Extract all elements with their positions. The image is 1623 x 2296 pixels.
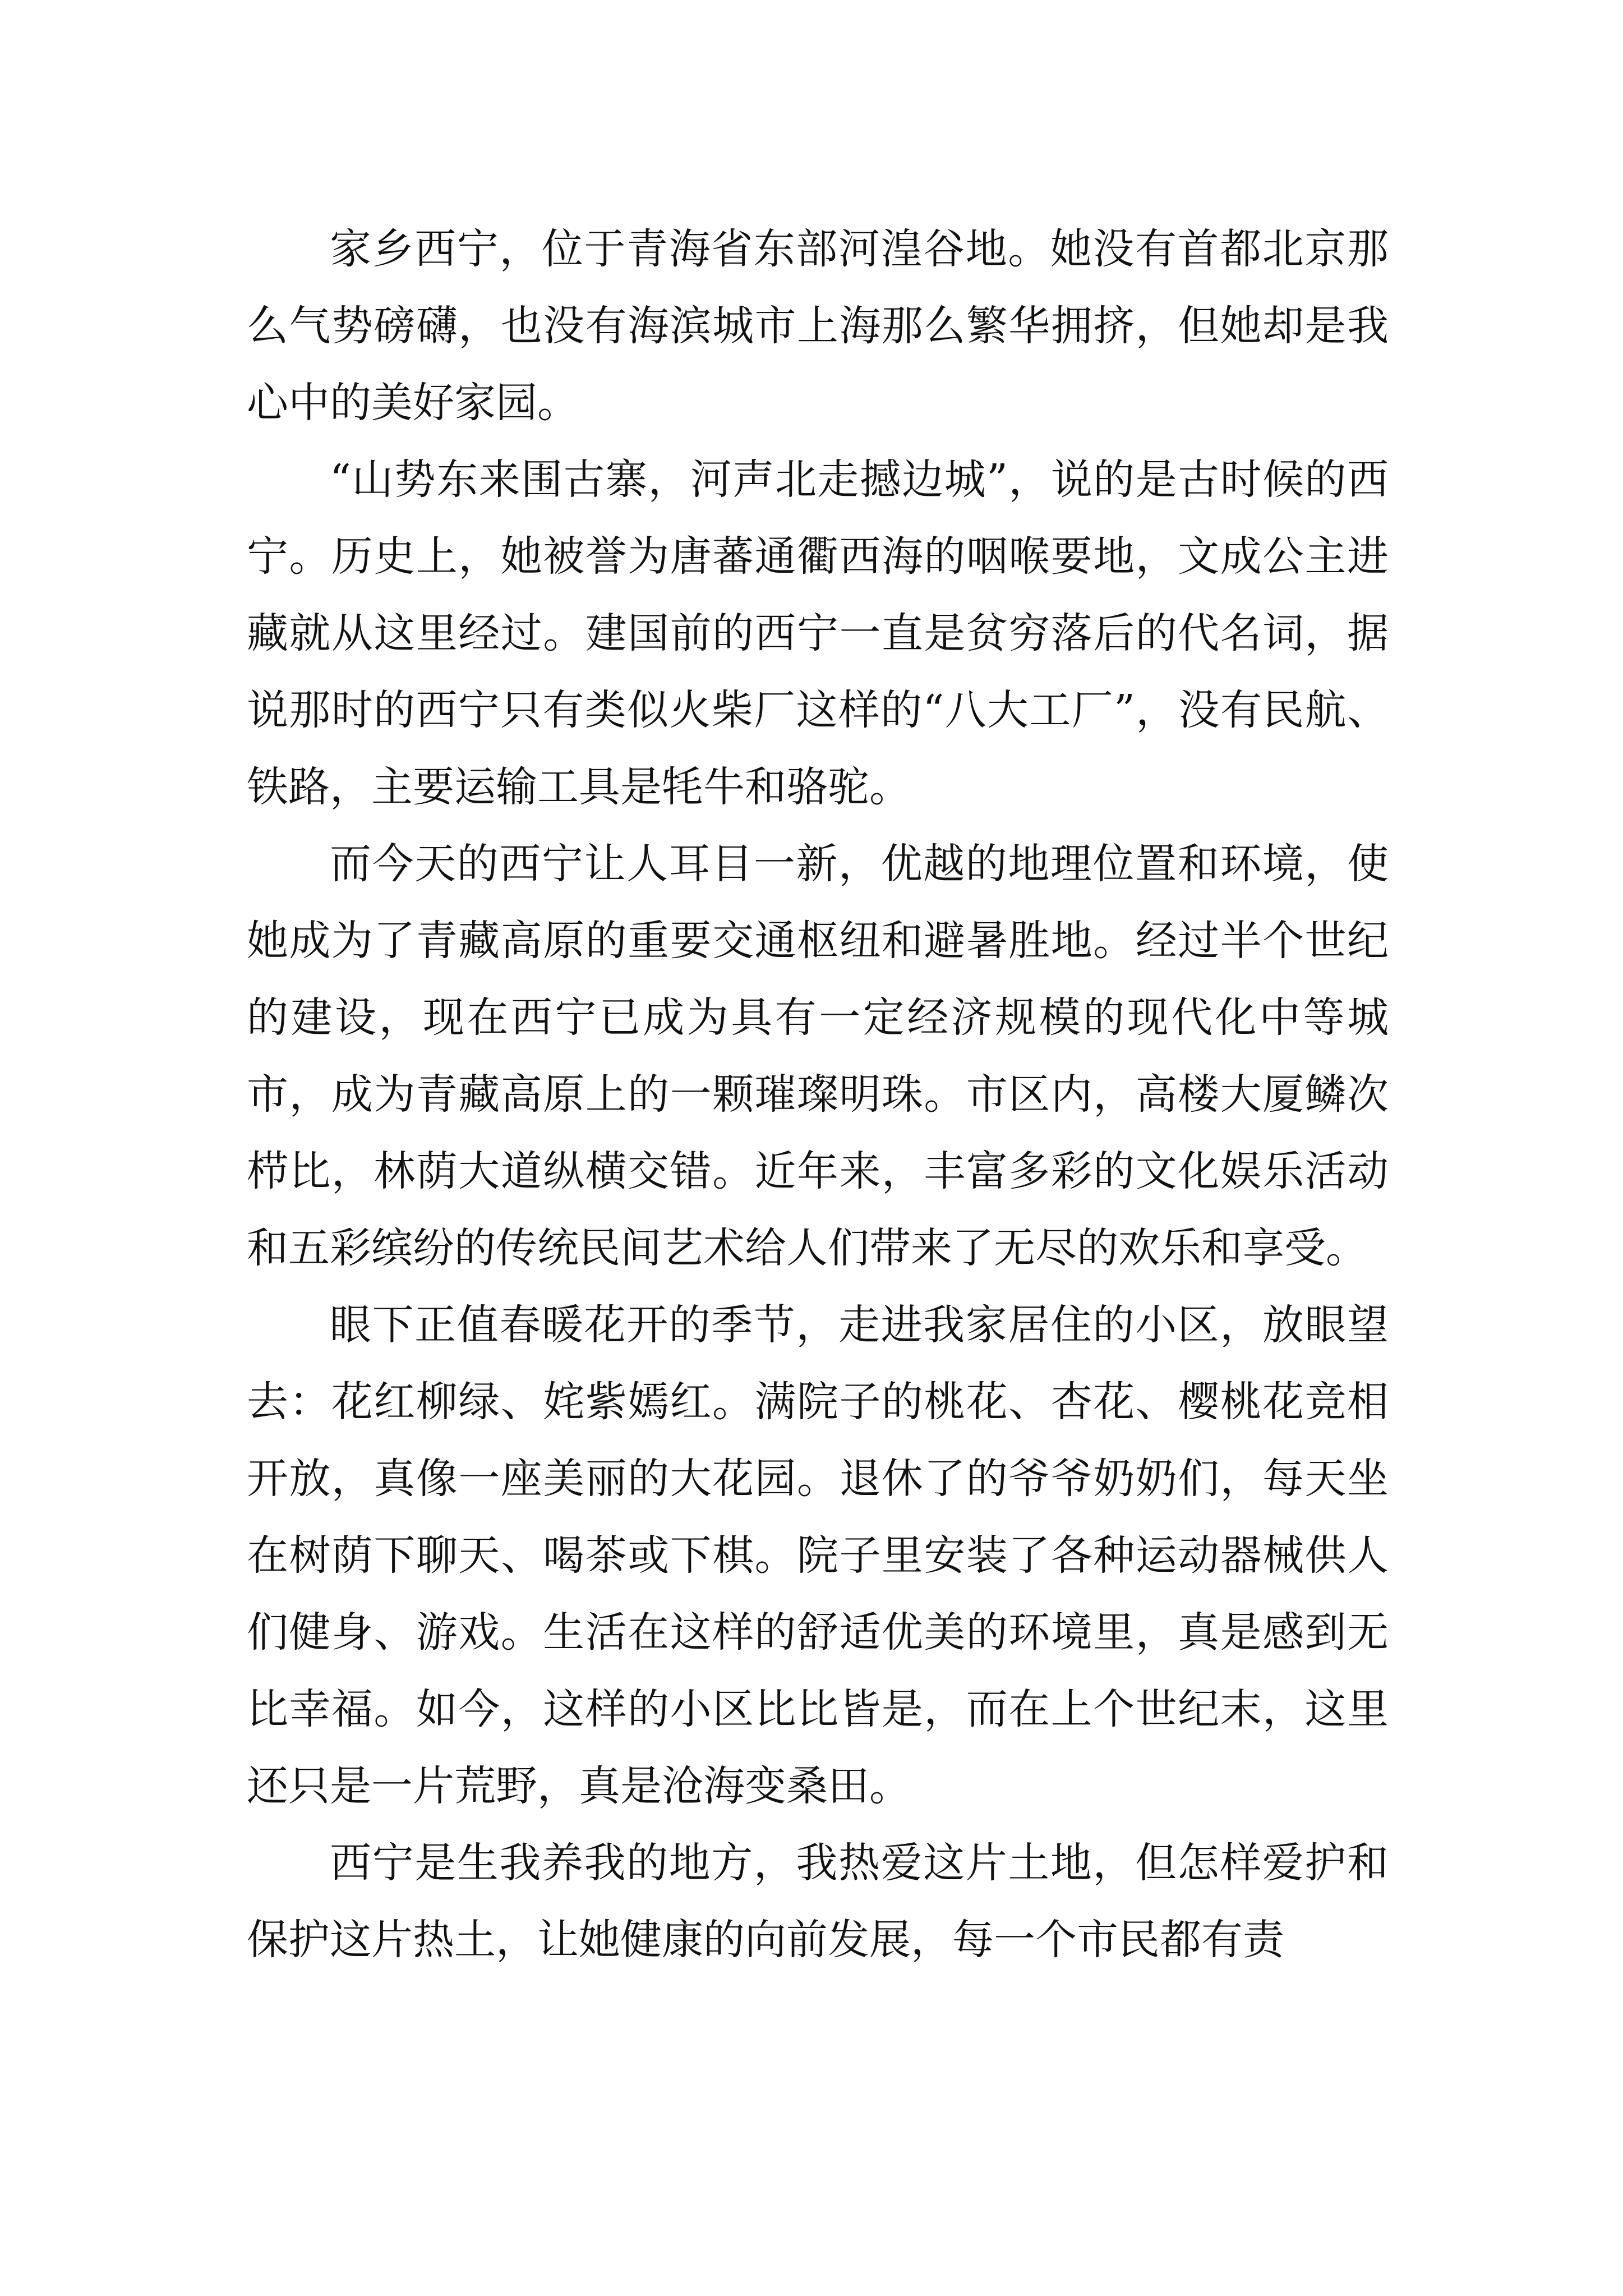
paragraph-3: 而今天的西宁让人耳目一新，优越的地理位置和环境，使她成为了青藏高原的重要交通枢纽和避暑胜地。经过半个世纪的建设，现在西宁已成为具有一定经济规模的现代化中等城市，成为青藏高原上的一颗璀璨明珠。市区内，高楼大厦鳞次栉比，林荫大道纵横交错。近年来，丰富多彩的文化娱乐活动和五彩缤纷的传统民间艺术给人们带来了无尽的欢乐和享受。 [247,840,1389,1272]
paragraph-1: 家乡西宁，位于青海省东部河湟谷地。她没有首都北京那么气势磅礴，也没有海滨城市上海那么繁华拥挤，但她却是我心中的美好家园。 [247,225,1389,427]
paragraph-5: 西宁是生我养我的地方，我热爱这片土地，但怎样爱护和保护这片热土，让她健康的向前发展，每一个市民都有责 [247,1839,1389,1964]
paragraph-4: 眼下正值春暖花开的季节，走进我家居住的小区，放眼望去：花红柳绿、姹紫嫣红。满院子的桃花、杏花、樱桃花竞相开放，真像一座美丽的大花园。退休了的爷爷奶奶们，每天坐在树荫下聊天、喝茶或下棋。院子里安装了各种运动器械供人们健身、游戏。生活在这样的舒适优美的环境里，真是感到无比幸福。如今，这样的小区比比皆是，而在上个世纪末，这里还只是一片荒野，真是沧海变桑田。 [247,1301,1389,1810]
paragraph-2: “山势东来围古寨，河声北走撼边城”，说的是古时候的西宁。历史上，她被誉为唐蕃通衢西海的咽喉要地，文成公主进藏就从这里经过。建国前的西宁一直是贫穷落后的代名词，据说那时的西宁只有类似火柴厂这样的“八大工厂”，没有民航、铁路，主要运输工具是牦牛和骆驼。 [247,455,1389,811]
document-body [247,211,1389,1978]
